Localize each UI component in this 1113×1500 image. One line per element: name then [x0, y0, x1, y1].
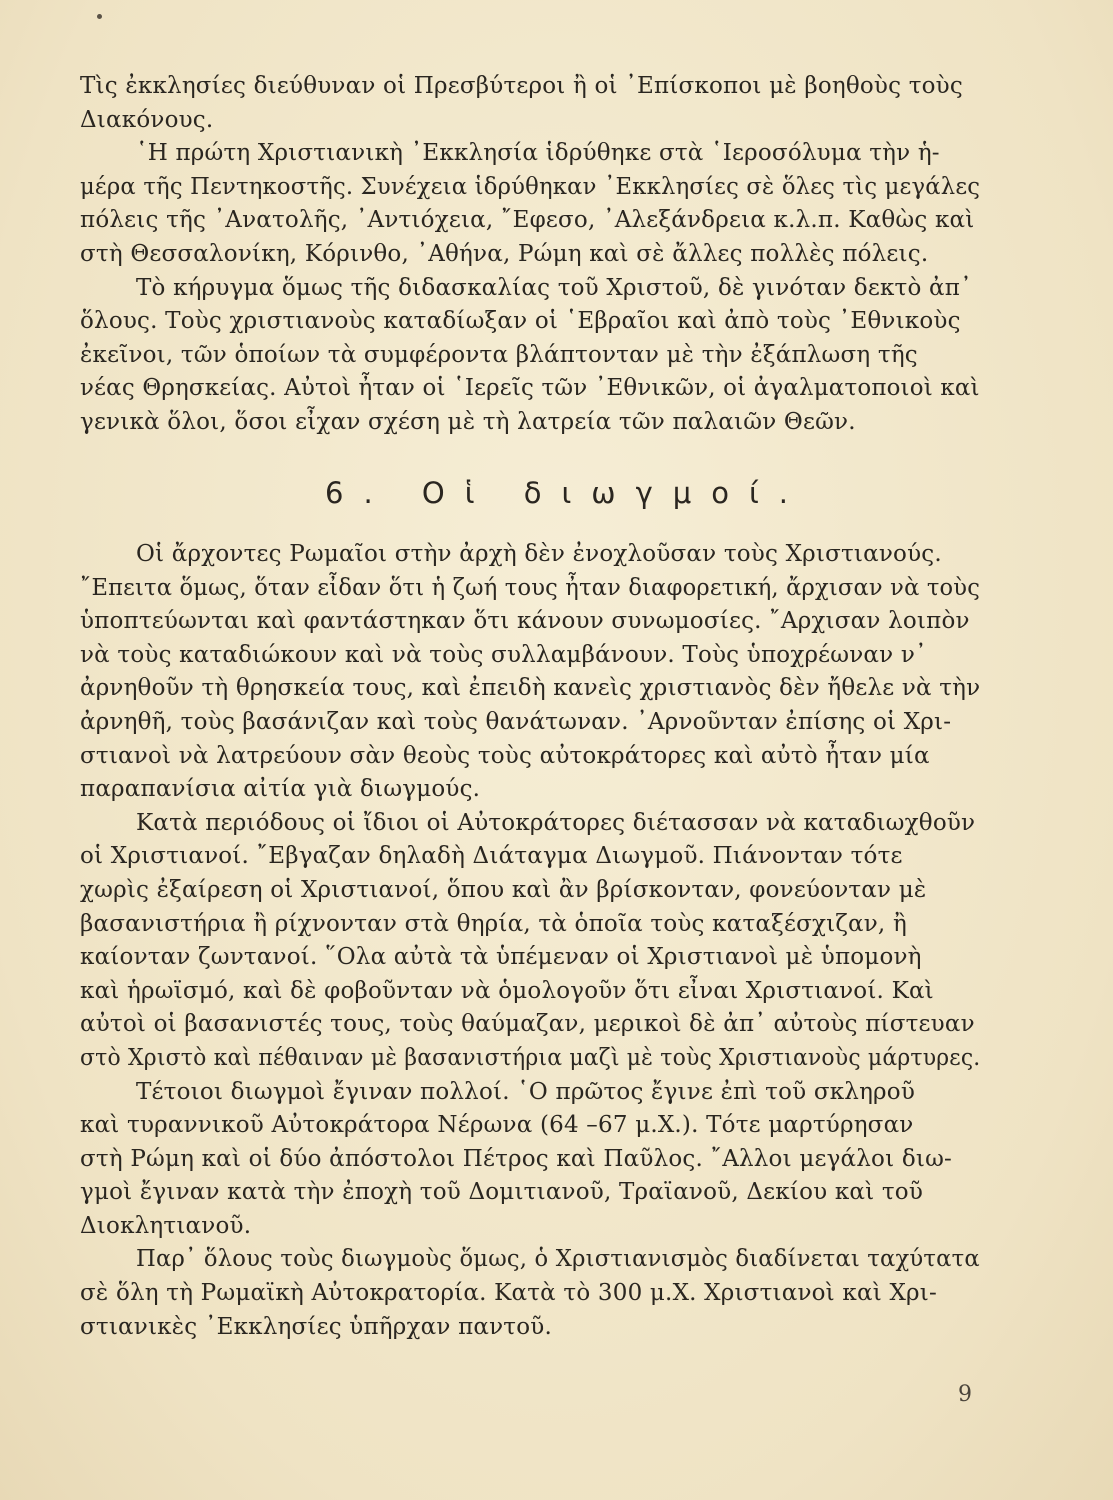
paragraph [80, 272, 980, 440]
text-line: καὶ ἡρωϊσμό, καὶ δὲ φοβοῦνταν νὰ ὁμολογοῦν ὅτι εἶναι Χριστιανοί. Καὶ [80, 977, 934, 1004]
text-line: στὸ Χριστὸ καὶ πέθαιναν μὲ βασανιστήρια μαζὶ μὲ τοὺς Χριστιανοὺς μάρτυρες. [80, 1044, 981, 1071]
text-line: πόλεις τῆς ᾿Ανατολῆς, ᾿Αντιόχεια, ῎Εφεσο, ᾿Αλεξάνδρεια κ.λ.π. Καθὼς καὶ [80, 207, 975, 234]
text-line: Παρ᾿ ὅλους τοὺς διωγμοὺς ὅμως, ὁ Χριστιανισμὸς διαδίνεται ταχύτατα [136, 1246, 980, 1273]
paragraph [80, 807, 980, 1076]
ink-dot [97, 14, 102, 19]
text-line: αὐτοὶ οἱ βασανιστές τους, τοὺς θαύμαζαν, μερικοὶ δὲ ἀπ᾿ αὐτοὺς πίστευαν [80, 1011, 975, 1038]
text-line: στιανοὶ νὰ λατρεύουν σὰν θεοὺς τοὺς αὐτοκράτορες καὶ αὐτὸ ἦταν μία [80, 742, 930, 769]
paragraph [80, 137, 980, 271]
page-number: 9 [958, 1382, 972, 1407]
paragraph [80, 1076, 980, 1244]
text-line: Τέτοιοι διωγμοὶ ἔγιναν πολλοί. ῾Ο πρῶτος ἔγινε ἐπὶ τοῦ σκληροῦ [136, 1078, 916, 1105]
text-line: ῎Επειτα ὅμως, ὅταν εἶδαν ὅτι ἡ ζωή τους ἦταν διαφορετική, ἄρχισαν νὰ τοὺς [80, 574, 981, 601]
text-line: Τὶς ἐκκλησίες διεύθυναν οἱ Πρεσβύτεροι ἢ οἱ ᾿Επίσκοποι μὲ βοηθοὺς τοὺς [80, 73, 963, 99]
text-line: γενικὰ ὅλοι, ὅσοι εἶχαν σχέση μὲ τὴ λατρεία τῶν παλαιῶν Θεῶν. [80, 408, 856, 435]
text-block-top [80, 70, 980, 440]
text-line: νὰ τοὺς καταδιώκουν καὶ νὰ τοὺς συλλαμβάνουν. Τοὺς ὑποχρέωναν ν᾿ [80, 641, 927, 668]
text-line: σὲ ὅλη τὴ Ρωμαϊκὴ Αὐτοκρατορία. Κατὰ τὸ 300 μ.Χ. Χριστιανοὶ καὶ Χρι- [80, 1280, 937, 1307]
text-line: καίονταν ζωντανοί. ῞Ολα αὐτὰ τὰ ὑπέμεναν οἱ Χριστιανοὶ μὲ ὑπομονὴ [80, 944, 922, 971]
text-line: νέας Θρησκείας. Αὐτοὶ ἦταν οἱ ῾Ιερεῖς τῶν ᾿Εθνικῶν, οἱ ἀγαλματοποιοὶ καὶ [80, 375, 980, 402]
text-line: ὑποπτεύωνται καὶ φαντάστηκαν ὅτι κάνουν συνωμοσίες. ῎Αρχισαν λοιπὸν [80, 608, 970, 635]
text-line: καὶ τυραννικοῦ Αὐτοκράτορα Νέρωνα (64 –67 μ.Χ.). Τότε μαρτύρησαν [80, 1112, 914, 1139]
text-line: Διοκλητιανοῦ. [80, 1212, 252, 1239]
section-heading: 6. Οἱ διωγμοί. [325, 476, 808, 510]
text-line: στὴ Ρώμη καὶ οἱ δύο ἀπόστολοι Πέτρος καὶ Παῦλος. ῎Αλλοι μεγάλοι διω- [80, 1145, 953, 1172]
text-line: Κατὰ περιόδους οἱ ἴδιοι οἱ Αὐτοκράτορες διέτασσαν νὰ καταδιωχθοῦν [136, 809, 976, 836]
text-line: στιανικὲς ᾿Εκκλησίες ὑπῆρχαν παντοῦ. [80, 1313, 552, 1340]
text-line: μέρα τῆς Πεντηκοστῆς. Συνέχεια ἱδρύθηκαν ᾿Εκκλησίες σὲ ὅλες τὶς μεγάλες [80, 173, 981, 200]
paragraph [80, 70, 980, 137]
text-line: οἱ Χριστιανοί. ῎Εβγαζαν δηλαδὴ Διάταγμα Διωγμοῦ. Πιάνονταν τότε [80, 843, 903, 870]
text-line: Τὸ κήρυγμα ὅμως τῆς διδασκαλίας τοῦ Χριστοῦ, δὲ γινόταν δεκτὸ ἀπ᾿ [136, 274, 972, 301]
text-line: ῾Η πρώτη Χριστιανικὴ ᾿Εκκλησία ἱδρύθηκε στὰ ῾Ιεροσόλυμα τὴν ἡ- [136, 140, 940, 167]
text-line: ἀρνηθοῦν τὴ θρησκεία τους, καὶ ἐπειδὴ κανεὶς χριστιανὸς δὲν ἤθελε νὰ τὴν [80, 675, 981, 702]
text-line: Οἱ ἄρχοντες Ρωμαῖοι στὴν ἀρχὴ δὲν ἐνοχλοῦσαν τοὺς Χριστιανούς. [136, 541, 942, 567]
text-line: γμοὶ ἔγιναν κατὰ τὴν ἐποχὴ τοῦ Δομιτιανοῦ, Τραϊανοῦ, Δεκίου καὶ τοῦ [80, 1179, 924, 1206]
paragraph [80, 1243, 980, 1344]
text-line: στὴ Θεσσαλονίκη, Κόρινθο, ᾿Αθήνα, Ρώμη καὶ σὲ ἄλλες πολλὲς πόλεις. [80, 240, 929, 267]
text-line: ἀρνηθῆ, τοὺς βασάνιζαν καὶ τοὺς θανάτωναν. ᾿Αρνοῦνταν ἐπίσης οἱ Χρι- [80, 708, 952, 735]
text-line: Διακόνους. [80, 106, 214, 133]
text-line: παραπανίσια αἰτία γιὰ διωγμούς. [80, 776, 481, 803]
text-line: ἐκεῖνοι, τῶν ὁποίων τὰ συμφέροντα βλάπτονταν μὲ τὴν ἐξάπλωση τῆς [80, 341, 918, 368]
text-line: χωρὶς ἐξαίρεση οἱ Χριστιανοί, ὅπου καὶ ἂν βρίσκονταν, φονεύονταν μὲ [80, 876, 927, 903]
paragraph [80, 538, 980, 807]
text-line: βασανιστήρια ἢ ρίχνονταν στὰ θηρία, τὰ ὁποῖα τοὺς καταξέσχιζαν, ἢ [80, 910, 907, 937]
text-line: ὅλους. Τοὺς χριστιανοὺς καταδίωξαν οἱ ῾Εβραῖοι καὶ ἀπὸ τοὺς ᾿Εθνικοὺς [80, 308, 961, 335]
text-block-bottom [80, 538, 980, 1344]
